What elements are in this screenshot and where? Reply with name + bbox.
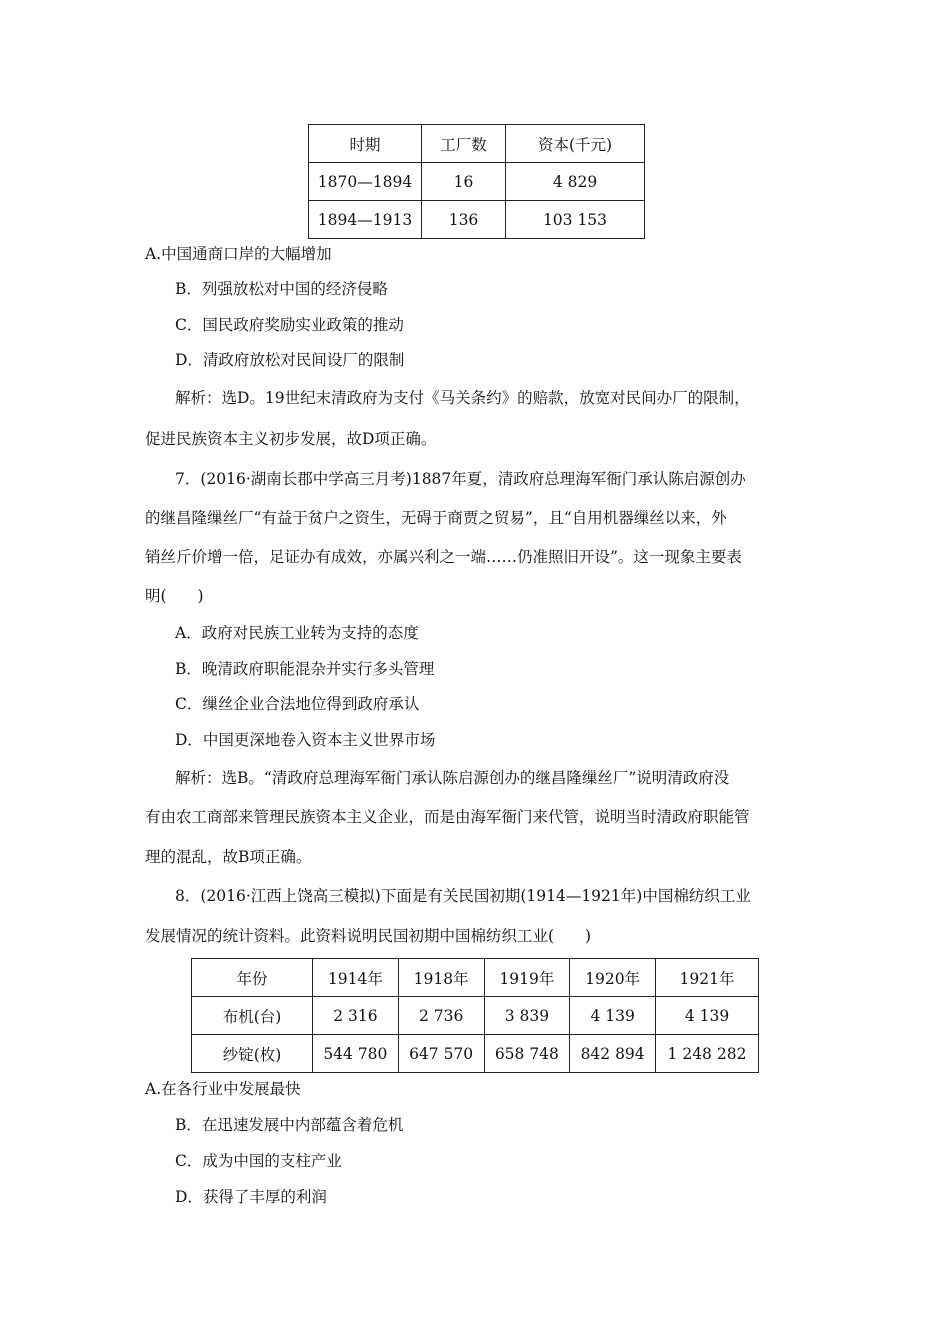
table-cell: 1870—1894 — [309, 163, 422, 201]
table-header-cell: 年份 — [192, 959, 313, 997]
table-row — [309, 163, 645, 201]
q6-option-d: D．清政府放松对民间设厂的限制 — [175, 351, 405, 369]
table-cell: 4 829 — [506, 163, 645, 201]
q8-option-a: A.在各行业中发展最快 — [145, 1080, 301, 1098]
table-cell: 658 748 — [484, 1035, 570, 1073]
table-cell: 1894—1913 — [309, 201, 422, 239]
q7-option-c: C．缫丝企业合法地位得到政府承认 — [175, 695, 420, 713]
table-cell: 纱锭(枚) — [192, 1035, 313, 1073]
q6-analysis-line: 促进民族资本主义初步发展，故D项正确。 — [145, 430, 437, 448]
q7-analysis-line: 解析：选B。“清政府总理海军衙门承认陈启源创办的继昌隆缫丝厂”说明清政府没 — [175, 769, 730, 787]
table-cell: 103 153 — [506, 201, 645, 239]
table-cell: 2 316 — [313, 997, 399, 1035]
table-cell: 136 — [422, 201, 506, 239]
table-header-cell: 时期 — [309, 125, 422, 163]
table-cell: 544 780 — [313, 1035, 399, 1073]
q7-stem-line: 明( ) — [145, 587, 204, 605]
q7-stem-line: 7．(2016·湖南长郡中学高三月考)1887年夏，清政府总理海军衙门承认陈启源创办 — [175, 470, 746, 488]
table-header-cell: 1921年 — [656, 959, 759, 997]
table-header-cell: 工厂数 — [422, 125, 506, 163]
table-header-row — [309, 125, 645, 163]
table-header-cell: 1919年 — [484, 959, 570, 997]
table-row — [192, 997, 759, 1035]
table-cell: 布机(台) — [192, 997, 313, 1035]
table-header-cell: 资本(千元) — [506, 125, 645, 163]
q7-option-b: B．晚清政府职能混杂并实行多头管理 — [175, 660, 435, 678]
q7-option-d: D．中国更深地卷入资本主义世界市场 — [175, 731, 436, 749]
cotton-textile-table — [191, 958, 759, 1073]
q8-stem-line: 发展情况的统计资料。此资料说明民国初期中国棉纺织工业( ) — [145, 927, 592, 945]
table-cell: 647 570 — [398, 1035, 484, 1073]
q7-stem-line: 的继昌隆缫丝厂“有益于贫户之资生，无碍于商贾之贸易”，且“自用机器缫丝以来，外 — [145, 509, 727, 527]
q6-option-b: B．列强放松对中国的经济侵略 — [175, 280, 388, 298]
q8-option-c: C．成为中国的支柱产业 — [175, 1152, 342, 1170]
table-cell: 4 139 — [656, 997, 759, 1035]
q8-option-d: D．获得了丰厚的利润 — [175, 1188, 327, 1206]
table-cell: 16 — [422, 163, 506, 201]
q7-analysis-line: 有由农工商部来管理民族资本主义企业，而是由海军衙门来代管，说明当时清政府职能管 — [145, 808, 750, 826]
table-header-cell: 1920年 — [570, 959, 656, 997]
q7-stem-line: 销丝斤价增一倍，足证办有成效，亦属兴利之一端……仍准照旧开设”。这一现象主要表 — [145, 548, 742, 566]
q8-stem-line: 8．(2016·江西上饶高三模拟)下面是有关民国初期(1914—1921年)中国棉纺织工业 — [175, 887, 751, 905]
table-header-row — [192, 959, 759, 997]
q6-analysis-line: 解析：选D。19世纪末清政府为支付《马关条约》的赔款，放宽对民间办厂的限制， — [175, 389, 750, 407]
table-cell: 3 839 — [484, 997, 570, 1035]
table-cell: 842 894 — [570, 1035, 656, 1073]
q7-analysis-line: 理的混乱，故B项正确。 — [145, 848, 312, 866]
table-cell: 4 139 — [570, 997, 656, 1035]
q6-option-a: A.中国通商口岸的大幅增加 — [145, 245, 332, 263]
table-cell: 2 736 — [398, 997, 484, 1035]
factory-capital-table — [308, 124, 645, 239]
q6-option-c: C．国民政府奖励实业政策的推动 — [175, 316, 404, 334]
q7-option-a: A．政府对民族工业转为支持的态度 — [175, 624, 419, 642]
q8-option-b: B．在迅速发展中内部蕴含着危机 — [175, 1116, 404, 1134]
table-cell: 1 248 282 — [656, 1035, 759, 1073]
table-header-cell: 1918年 — [398, 959, 484, 997]
table-row — [192, 1035, 759, 1073]
table-header-cell: 1914年 — [313, 959, 399, 997]
table-row — [309, 201, 645, 239]
